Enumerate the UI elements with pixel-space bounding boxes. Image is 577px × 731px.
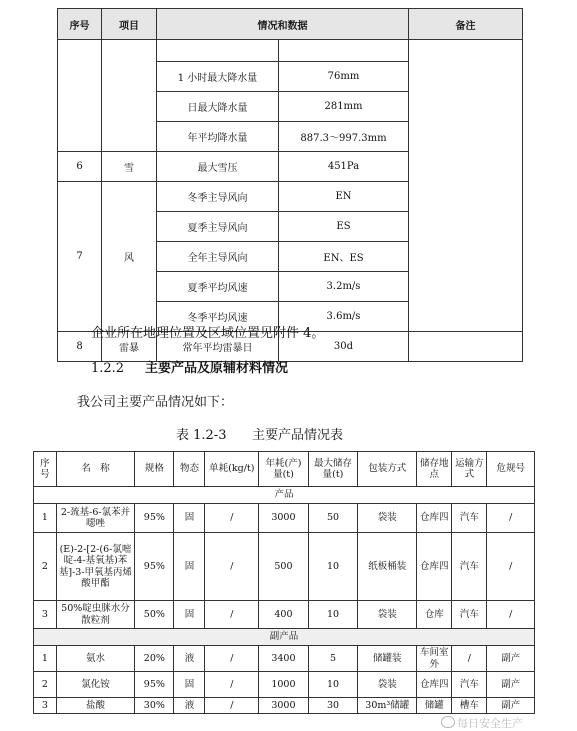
cell: 液 xyxy=(174,698,205,714)
cell: 2-巯基-6-氯苯并噁唑 xyxy=(56,504,135,533)
section-heading xyxy=(91,357,288,376)
cell: 3 xyxy=(34,601,57,629)
table-caption xyxy=(176,424,343,443)
cell: 仓库四 xyxy=(417,504,452,533)
cell: 储罐 xyxy=(417,698,452,714)
cell: 10 xyxy=(308,533,358,601)
cell: 副产 xyxy=(487,672,535,698)
cell-value: EN xyxy=(279,182,409,212)
col-header-no: 序号 xyxy=(58,9,102,40)
cell-item: 雪 xyxy=(102,152,157,182)
section-number: 1.2.2 xyxy=(91,361,125,376)
group-row-byproducts xyxy=(34,629,535,646)
cell: 3000 xyxy=(259,698,309,714)
cell-value: 76mm xyxy=(279,62,409,92)
cell: 储罐装 xyxy=(358,646,417,672)
table-row xyxy=(34,698,535,714)
cell: 95% xyxy=(135,533,174,601)
cell: / xyxy=(487,601,535,629)
group-row-products xyxy=(34,487,535,504)
cell-name: 最大雪压 xyxy=(157,152,279,182)
cell: 400 xyxy=(259,601,309,629)
product-header-row xyxy=(34,452,535,487)
col-header: 最大储存量(t) xyxy=(308,452,358,487)
cell: 仓库四 xyxy=(417,672,452,698)
cell-name: 冬季主导风向 xyxy=(157,182,279,212)
col-header-data: 情况和数据 xyxy=(157,9,409,40)
cell-value: 281mm xyxy=(279,92,409,122)
cell: 仓库四 xyxy=(417,533,452,601)
caption-number: 表 1.2-3 xyxy=(176,428,227,443)
cell: / xyxy=(205,646,259,672)
cell: 袋装 xyxy=(358,672,417,698)
table-row xyxy=(34,504,535,533)
cell-no xyxy=(58,40,102,152)
cell: 30m³储罐 xyxy=(358,698,417,714)
cell: 汽车 xyxy=(452,601,487,629)
cell: 30% xyxy=(135,698,174,714)
cell-value: 3.2m/s xyxy=(279,272,409,302)
col-header: 运输方式 xyxy=(452,452,487,487)
table-row xyxy=(34,533,535,601)
cell: 95% xyxy=(135,672,174,698)
cell: / xyxy=(452,646,487,672)
cell-name: 冬季平均风速 xyxy=(157,302,279,332)
wechat-icon xyxy=(441,716,455,728)
cell: 袋装 xyxy=(358,601,417,629)
cell: (E)-2-[2-(6-氯嘧啶-4-基氧基)苯基]-3-甲氧基丙烯酸甲酯 xyxy=(56,533,135,601)
cell: / xyxy=(487,504,535,533)
cell: / xyxy=(205,533,259,601)
cell: 汽车 xyxy=(452,672,487,698)
cell-item xyxy=(102,40,157,152)
cell: / xyxy=(487,533,535,601)
cell-value: 30d xyxy=(279,332,409,362)
caption-title: 主要产品情况表 xyxy=(252,428,344,443)
cell-value: ES xyxy=(279,212,409,242)
cell: / xyxy=(205,672,259,698)
cell: 氯化铵 xyxy=(56,672,135,698)
cell-no: 8 xyxy=(58,332,102,362)
climate-header-row xyxy=(58,9,523,40)
col-header: 物态 xyxy=(174,452,205,487)
watermark-text: 每日安全生产 xyxy=(457,717,523,730)
table-row xyxy=(34,672,535,698)
cell: 液 xyxy=(174,646,205,672)
cell-name: 夏季主导风向 xyxy=(157,212,279,242)
cell: 2 xyxy=(34,533,57,601)
cell: 3 xyxy=(34,698,57,714)
cell-value: EN、ES xyxy=(279,242,409,272)
col-header: 危规号 xyxy=(487,452,535,487)
cell-no: 7 xyxy=(58,182,102,332)
cell: 30 xyxy=(308,698,358,714)
cell: 2 xyxy=(34,672,57,698)
product-table xyxy=(33,451,535,714)
cell: 20% xyxy=(135,646,174,672)
cell-no: 6 xyxy=(58,152,102,182)
cell: 袋装 xyxy=(358,504,417,533)
col-header: 储存地点 xyxy=(417,452,452,487)
cell-name: 全年主导风向 xyxy=(157,242,279,272)
section-title: 主要产品及原辅材料情况 xyxy=(145,361,289,376)
table-row xyxy=(34,646,535,672)
cell-name: 夏季平均风速 xyxy=(157,272,279,302)
cell-note xyxy=(409,40,523,332)
cell: 500 xyxy=(259,533,309,601)
cell: 1 xyxy=(34,504,57,533)
cell: 固 xyxy=(174,672,205,698)
cell-item: 雷暴 xyxy=(102,332,157,362)
col-header-item: 项目 xyxy=(102,9,157,40)
cell: / xyxy=(205,698,259,714)
cell-name: 年平均降水量 xyxy=(157,122,279,152)
cell: 盐酸 xyxy=(56,698,135,714)
cell: 车间室外 xyxy=(417,646,452,672)
cell: 固 xyxy=(174,533,205,601)
cell: 95% xyxy=(135,504,174,533)
cell: 固 xyxy=(174,601,205,629)
cell: 3400 xyxy=(259,646,309,672)
cell: 5 xyxy=(308,646,358,672)
watermark xyxy=(441,715,523,731)
col-header-note: 备注 xyxy=(409,9,523,40)
cell: 10 xyxy=(308,601,358,629)
col-header: 序号 xyxy=(34,452,57,487)
cell: 50% xyxy=(135,601,174,629)
cell-item: 风 xyxy=(102,182,157,332)
col-header: 单耗(kg/t) xyxy=(205,452,259,487)
cell: / xyxy=(205,504,259,533)
cell-name: 1 小时最大降水量 xyxy=(157,62,279,92)
cell-value: 887.3～997.3mm xyxy=(279,122,409,152)
cell: 汽车 xyxy=(452,504,487,533)
cell: 副产 xyxy=(487,646,535,672)
col-header: 名 称 xyxy=(56,452,135,487)
cell: 纸板桶装 xyxy=(358,533,417,601)
cell: 10 xyxy=(308,672,358,698)
climate-table xyxy=(57,8,523,362)
cell-value xyxy=(279,40,409,62)
cell-value: 451Pa xyxy=(279,152,409,182)
cell: 1 xyxy=(34,646,57,672)
intro-paragraph: 我公司主要产品情况如下： xyxy=(77,395,234,410)
col-header: 规格 xyxy=(135,452,174,487)
cell: 3000 xyxy=(259,504,309,533)
climate-row xyxy=(58,40,523,62)
cell: 50 xyxy=(308,504,358,533)
cell-name: 常年平均雷暴日 xyxy=(157,332,279,362)
table-row xyxy=(34,601,535,629)
cell-value: 3.6m/s xyxy=(279,302,409,332)
cell: 汽车 xyxy=(452,533,487,601)
group-label: 副产品 xyxy=(34,629,535,646)
cell: 50%啶虫脒水分散粒剂 xyxy=(56,601,135,629)
cell: 槽车 xyxy=(452,698,487,714)
cell-name: 日最大降水量 xyxy=(157,92,279,122)
col-header: 年耗(产)量(t) xyxy=(259,452,309,487)
cell: 固 xyxy=(174,504,205,533)
cell: / xyxy=(205,601,259,629)
cell-note xyxy=(409,332,523,362)
cell: 1000 xyxy=(259,672,309,698)
cell-name xyxy=(157,40,279,62)
col-header: 包装方式 xyxy=(358,452,417,487)
group-label: 产品 xyxy=(34,487,535,504)
cell: 仓库 xyxy=(417,601,452,629)
cell: 副产 xyxy=(487,698,535,714)
location-paragraph: 企业所在地理位置及区域位置见附件 4。 xyxy=(91,326,325,341)
cell: 氨水 xyxy=(56,646,135,672)
